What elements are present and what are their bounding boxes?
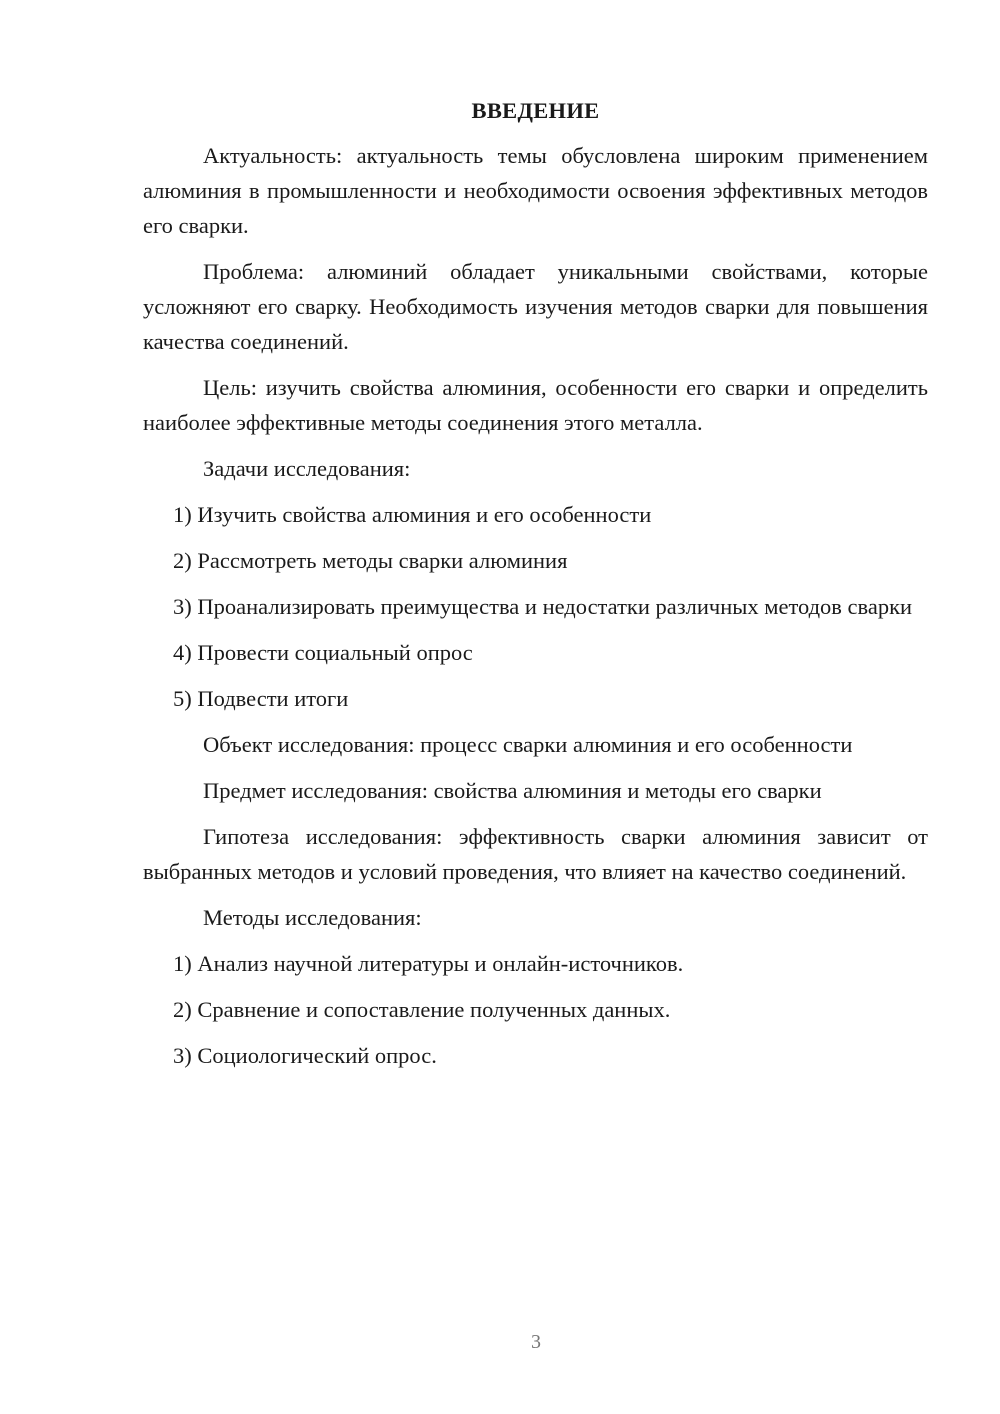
tasks-heading: Задачи исследования: (203, 456, 411, 481)
document-page (143, 93, 928, 1084)
page-number: 3 (531, 1331, 541, 1353)
task-item: 4) Провести социальный опрос (173, 640, 473, 665)
page-title: ВВЕДЕНИЕ (471, 98, 600, 123)
task-item: 1) Изучить свойства алюминия и его особенности (173, 502, 652, 527)
task-item: 5) Подвести итоги (173, 686, 349, 711)
method-item: 2) Сравнение и сопоставление полученных данных. (173, 997, 671, 1022)
research-hypothesis: Гипотеза исследования: эффективность сварки алюминия зависит от выбранных методов и условий проведения, что влияет на качество соединений. (143, 824, 928, 884)
problem-paragraph: Проблема: алюминий обладает уникальными свойствами, которые усложняют его сварку. Необходимость изучения методов сварки для повышения качества соединений. (143, 259, 928, 354)
method-item: 3) Социологический опрос. (173, 1043, 437, 1068)
relevance-paragraph: Актуальность: актуальность темы обусловлена широким применением алюминия в промышленности и необходимости освоения эффективных методов его сварки. (143, 143, 928, 238)
methods-heading: Методы исследования: (203, 905, 422, 930)
research-object: Объект исследования: процесс сварки алюминия и его особенности (203, 732, 853, 757)
goal-paragraph: Цель: изучить свойства алюминия, особенности его сварки и определить наиболее эффективные методы соединения этого металла. (143, 375, 928, 435)
research-subject: Предмет исследования: свойства алюминия и методы его сварки (203, 778, 822, 803)
task-item: 3) Проанализировать преимущества и недостатки различных методов сварки (173, 594, 913, 619)
method-item: 1) Анализ научной литературы и онлайн-источников. (173, 951, 684, 976)
task-item: 2) Рассмотреть методы сварки алюминия (173, 548, 568, 573)
